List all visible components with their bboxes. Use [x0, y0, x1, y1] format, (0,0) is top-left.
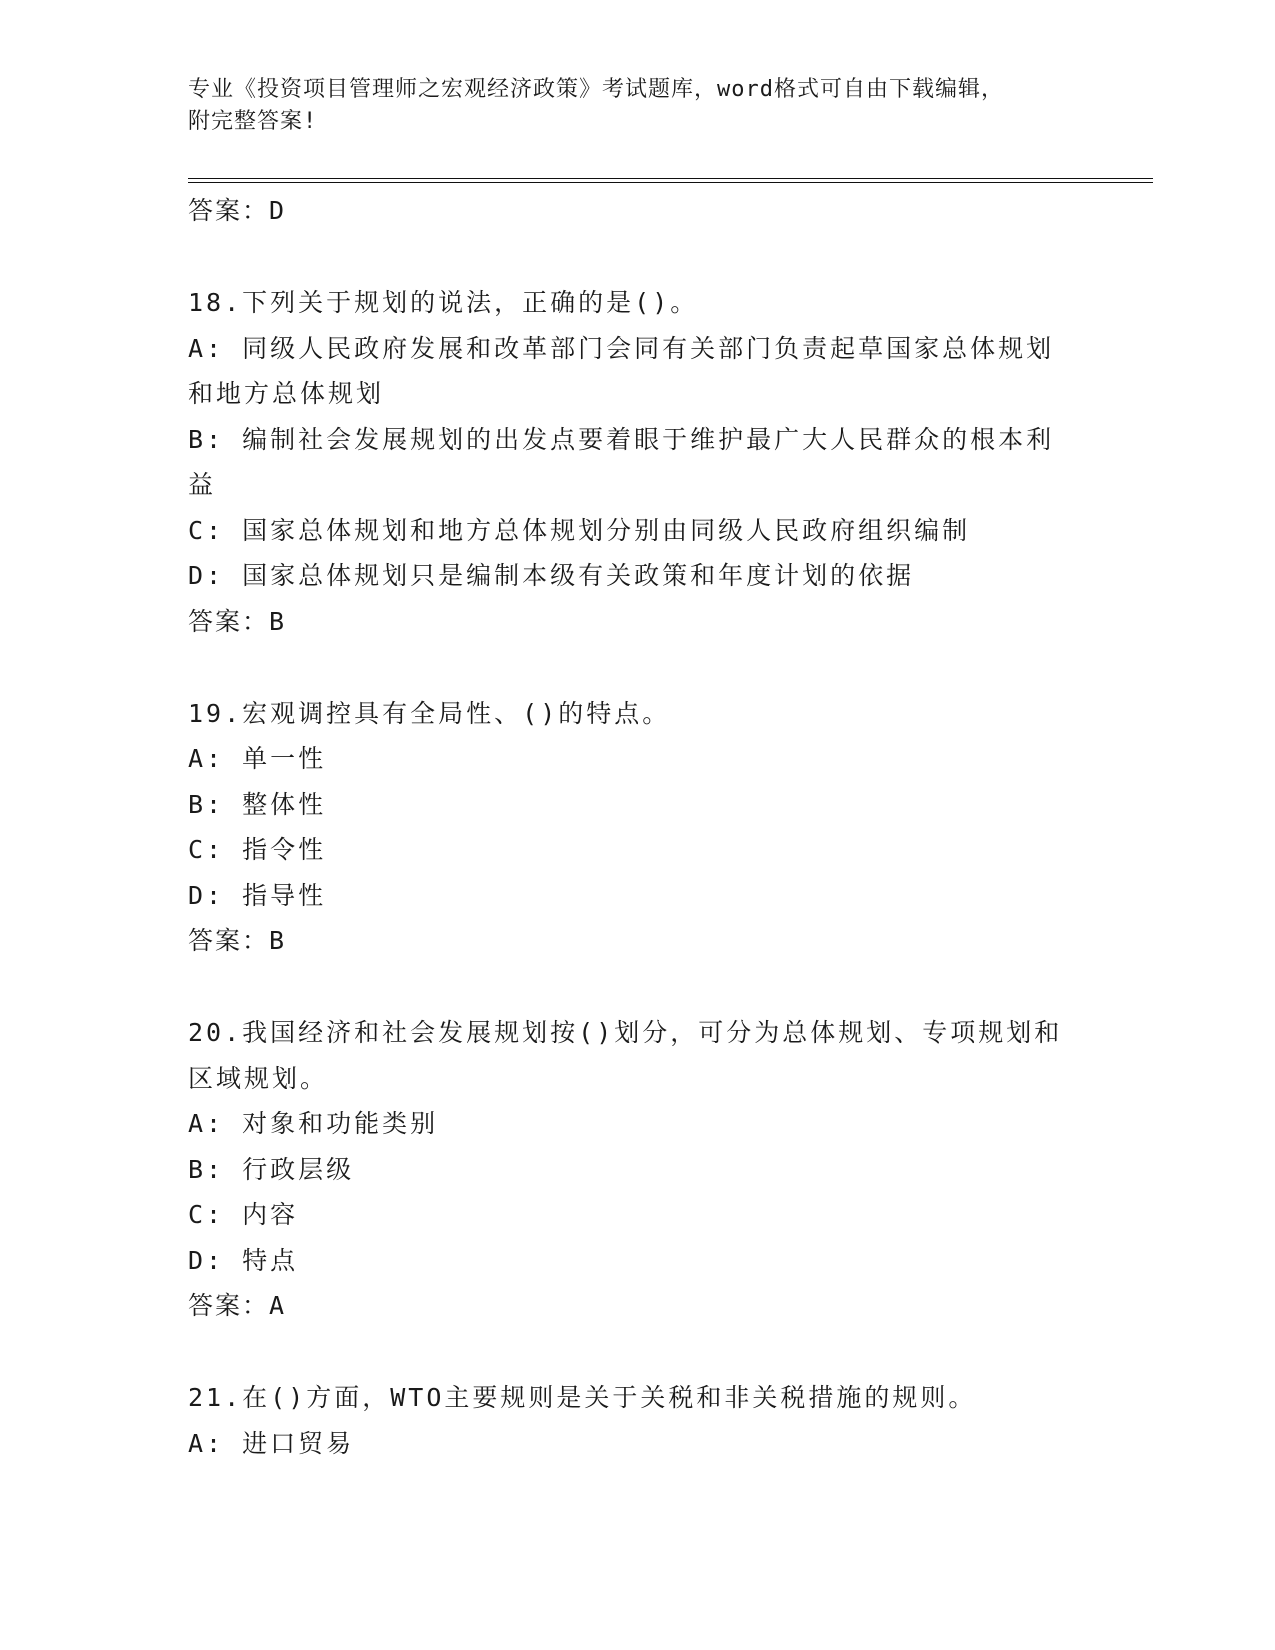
answer-option-line: D: 特点 — [188, 1245, 299, 1275]
answer-label: 答案： — [188, 606, 270, 636]
question-list — [188, 188, 1088, 1466]
answer-option — [188, 1147, 1088, 1193]
question-stem-line: 21.在()方面，WTO主要规则是关于关税和非关税措施的规则。 — [188, 1383, 977, 1412]
question-stem — [188, 691, 1088, 737]
header-divider — [188, 178, 1153, 183]
answer-option-line: B: 整体性 — [188, 789, 327, 819]
answer-label: 答案： — [188, 1291, 270, 1320]
answer-option — [188, 553, 1088, 599]
answer-option-line: 和地方总体规划 — [188, 379, 385, 408]
question-stem — [188, 1010, 1088, 1101]
question-stem — [188, 1375, 1088, 1421]
answer-option-line: D: 指导性 — [188, 880, 327, 910]
answer-option — [188, 417, 1088, 508]
question-stem-line: 区域规划。 — [188, 1063, 329, 1093]
answer-option — [188, 873, 1088, 919]
answer-option-line: A: 单一性 — [188, 744, 327, 773]
answer-option — [188, 508, 1088, 554]
question-spacer — [188, 644, 1088, 691]
answer-option-line: B: 编制社会发展规划的出发点要着眼于维护最广大人民群众的根本利 — [188, 424, 1055, 454]
answer-option-line: 益 — [188, 470, 217, 499]
header-line-1: 专业《投资项目管理师之宏观经济政策》考试题库，word格式可自由下载编辑， — [188, 77, 1004, 102]
answer-value: D — [269, 196, 287, 225]
answer-option — [188, 1192, 1088, 1238]
answer-option-line: A: 进口贸易 — [188, 1428, 355, 1458]
question-stem-line: 19.宏观调控具有全局性、()的特点。 — [188, 698, 671, 728]
answer-line — [188, 599, 1088, 644]
question-stem-line: 18.下列关于规划的说法，正确的是()。 — [188, 288, 699, 317]
answer-value: A — [269, 1291, 287, 1320]
answer-line — [188, 1283, 1088, 1328]
question-block — [188, 1375, 1088, 1466]
question-spacer — [188, 233, 1088, 280]
answer-label: 答案： — [188, 926, 270, 955]
question-stem-line: 20.我国经济和社会发展规划按()划分，可分为总体规划、专项规划和 — [188, 1018, 1063, 1047]
answer-value: B — [269, 926, 287, 955]
answer-option — [188, 782, 1088, 828]
answer-option — [188, 1421, 1088, 1467]
question-block — [188, 691, 1088, 964]
header-line-2: 附完整答案! — [188, 109, 318, 134]
question-spacer — [188, 963, 1088, 1010]
answer-option — [188, 736, 1088, 782]
answer-label: 答案： — [188, 196, 270, 225]
answer-option-line: C: 内容 — [188, 1200, 299, 1229]
document-header — [188, 74, 1088, 138]
answer-line — [188, 188, 1088, 233]
answer-line — [188, 918, 1088, 963]
answer-option-line: C: 指令性 — [188, 835, 327, 864]
question-block — [188, 280, 1088, 644]
answer-option — [188, 827, 1088, 873]
question-spacer — [188, 1328, 1088, 1375]
answer-option — [188, 326, 1088, 417]
answer-option-line: A: 对象和功能类别 — [188, 1109, 439, 1138]
answer-option-line: B: 行政层级 — [188, 1154, 355, 1184]
answer-option — [188, 1238, 1088, 1284]
answer-option — [188, 1101, 1088, 1147]
answer-value: B — [269, 606, 287, 636]
question-block — [188, 1010, 1088, 1328]
answer-option-line: A: 同级人民政府发展和改革部门会同有关部门负责起草国家总体规划 — [188, 333, 1055, 363]
answer-option-line: C: 国家总体规划和地方总体规划分别由同级人民政府组织编制 — [188, 515, 971, 545]
question-stem — [188, 280, 1088, 326]
answer-option-line: D: 国家总体规划只是编制本级有关政策和年度计划的依据 — [188, 561, 915, 590]
